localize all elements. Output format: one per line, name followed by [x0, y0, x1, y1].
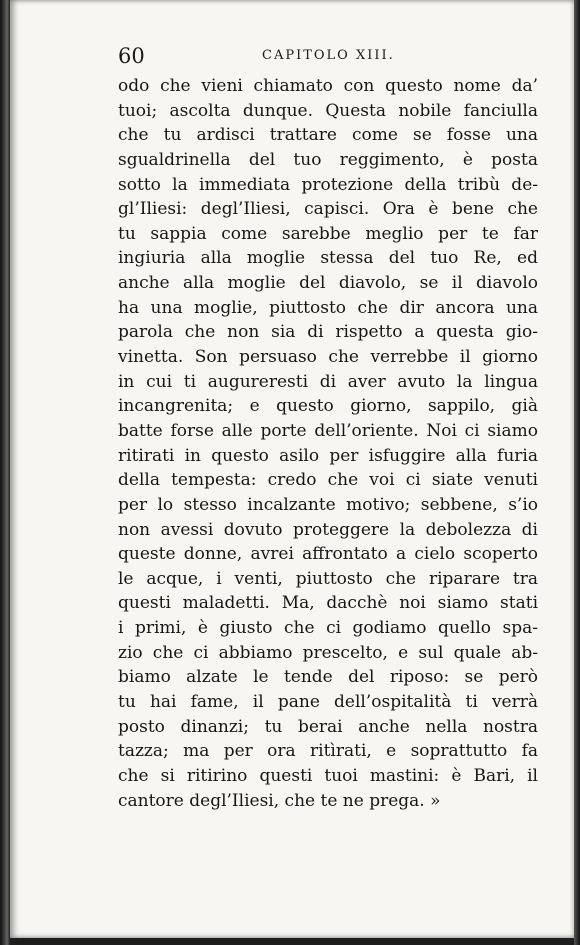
- text-line: gl’Iliesi: degl’Iliesi, capisci. Ora è bene che: [118, 199, 538, 220]
- page-number: 60: [118, 44, 145, 68]
- book-spine-shadow: [0, 0, 10, 945]
- text-line: le acque, i venti, piuttosto che riparare tra: [118, 568, 538, 589]
- text-line: anche alla moglie del diavolo, se il diavolo: [118, 273, 538, 294]
- text-line: tuoi; ascolta dunque. Questa nobile fanciulla: [118, 100, 538, 121]
- body-text: [118, 74, 538, 813]
- text-line: zio che ci abbiamo prescelto, e sul quale ab-: [118, 642, 538, 663]
- text-line: che tu ardisci trattare come se fosse una: [118, 125, 538, 146]
- text-line: sotto la immediata protezione della tribù de-: [118, 174, 538, 195]
- text-line: della tempesta: credo che voi ci siate venuti: [118, 470, 538, 491]
- text-line: non avessi dovuto proteggere la debolezza di: [118, 519, 538, 540]
- text-line: questi maladetti. Ma, dacchè noi siamo stati: [118, 593, 538, 614]
- page-edge-shadow: [574, 0, 580, 945]
- text-line: tu hai fame, il pane dell’ospitalità ti verrà: [118, 692, 538, 713]
- text-line: tazza; ma per ora ritìrati, e soprattutto fa: [118, 741, 538, 762]
- text-line: ha una moglie, piuttosto che dir ancora una: [118, 297, 538, 318]
- text-line: in cui ti augureresti di aver avuto la lingua: [118, 371, 538, 392]
- text-line: che si ritirino questi tuoi mastini: è Bari, il: [118, 765, 538, 786]
- text-line: odo che vieni chiamato con questo nome da’: [118, 76, 538, 96]
- text-line: queste donne, avrei affrontato a cielo scoperto: [118, 544, 538, 565]
- text-line: tu sappia come sarebbe meglio per te far: [118, 223, 538, 244]
- text-line: parola che non sia di rispetto a questa gio-: [118, 322, 538, 343]
- text-line: per lo stesso incalzante motivo; sebbene, s’io: [118, 494, 538, 515]
- text-line: biamo alzate le tende del riposo: se però: [118, 667, 538, 688]
- text-line: incangrenita; e questo giorno, sappilo, già: [118, 396, 538, 417]
- text-line: ingiuria alla moglie stessa del tuo Re, ed: [118, 248, 538, 269]
- running-head: CAPITOLO XIII.: [262, 48, 395, 63]
- text-line: batte forse alle porte dell’oriente. Noi ci siamo: [118, 420, 538, 441]
- text-line: vinetta. Son persuaso che verrebbe il giorno: [118, 347, 538, 368]
- text-line: sgualdrinella del tuo reggimento, è posta: [118, 149, 538, 170]
- page-header: [118, 44, 538, 68]
- text-line: ritirati in questo asilo per isfuggire alla furia: [118, 445, 538, 466]
- text-line: posto dinanzi; tu berai anche nella nostra: [118, 716, 538, 737]
- text-line: cantore degl’Iliesi, che te ne prega. »: [118, 790, 441, 811]
- text-line: i primi, è giusto che ci godiamo quello spa-: [118, 618, 538, 639]
